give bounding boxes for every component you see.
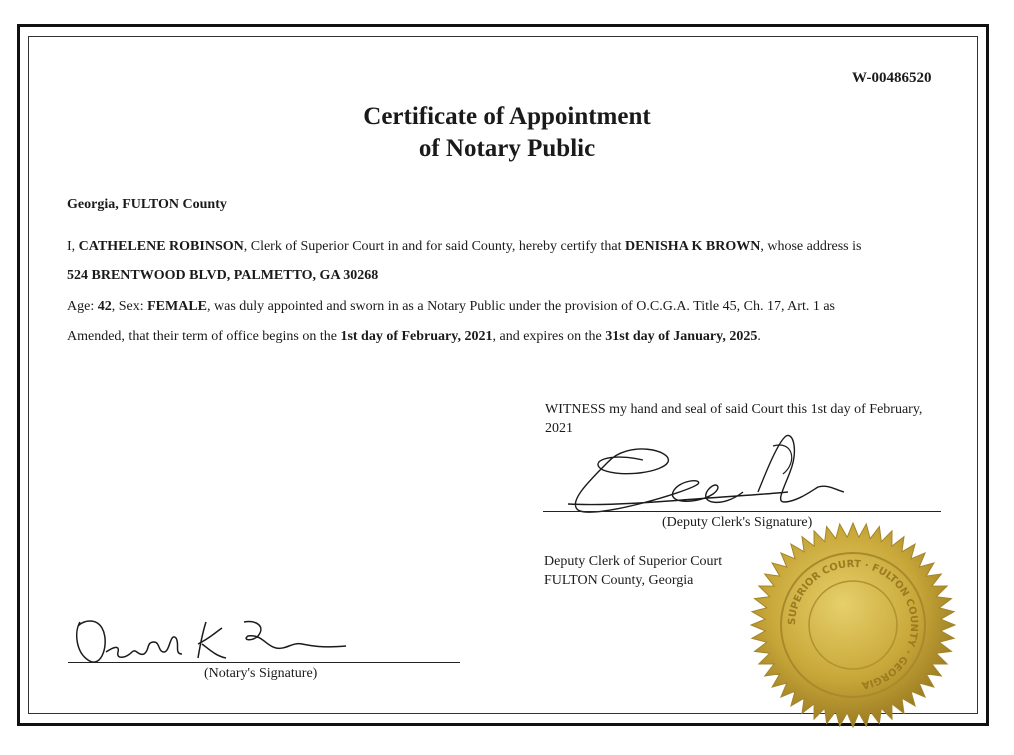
line1-suffix: , whose address is bbox=[760, 239, 862, 254]
age-value: 42 bbox=[97, 299, 112, 314]
clerk-name: CATHELENE ROBINSON bbox=[78, 239, 244, 254]
deputy-title-line-2: FULTON County, Georgia bbox=[544, 573, 694, 588]
notary-signature-label: (Notary's Signature) bbox=[204, 666, 318, 681]
notary-name: DENISHA K BROWN bbox=[625, 239, 761, 254]
age-label: Age: bbox=[67, 299, 98, 314]
certificate-number: W-00486520 bbox=[852, 70, 932, 86]
notary-signature bbox=[66, 612, 356, 672]
deputy-title-line-1: Deputy Clerk of Superior Court bbox=[544, 554, 723, 569]
line4-prefix: Amended, that their term of office begins on the bbox=[67, 329, 341, 344]
term-end: 31st day of January, 2025 bbox=[605, 329, 758, 344]
deputy-signature-label: (Deputy Clerk's Signature) bbox=[662, 515, 813, 530]
seal-text: SUPERIOR COURT · FULTON COUNTY · GEORGIA bbox=[786, 558, 920, 691]
body-line-3 bbox=[67, 299, 835, 315]
state-county: Georgia, FULTON County bbox=[67, 197, 227, 212]
title-line-2: of Notary Public bbox=[418, 135, 596, 162]
deputy-title bbox=[544, 552, 722, 590]
line4-mid: , and expires on the bbox=[492, 329, 606, 344]
body-line-1 bbox=[67, 239, 861, 255]
notary-seal bbox=[748, 520, 958, 730]
title-line-1: Certificate of Appointment bbox=[363, 103, 651, 130]
sex-value: FEMALE bbox=[147, 299, 207, 314]
line1-mid: , Clerk of Superior Court in and for said County, hereby certify that bbox=[243, 239, 626, 254]
line1-prefix: I, bbox=[67, 239, 79, 254]
line3-rest: , was duly appointed and sworn in as a Notary Public under the provision of O.C.G.A. Title 45, Ch. 17, Art. 1 as bbox=[207, 299, 836, 314]
deputy-signature-line bbox=[543, 511, 941, 512]
term-begin: 1st day of February, 2021 bbox=[340, 329, 493, 344]
sex-label: , Sex: bbox=[111, 299, 148, 314]
notary-address: 524 BRENTWOOD BLVD, PALMETTO, GA 30268 bbox=[67, 268, 379, 283]
notary-signature-line bbox=[68, 662, 460, 663]
witness-statement: WITNESS my hand and seal of said Court this 1st day of February, 2021 bbox=[545, 402, 923, 436]
line4-suffix: . bbox=[757, 329, 761, 344]
body-line-4 bbox=[67, 329, 761, 345]
